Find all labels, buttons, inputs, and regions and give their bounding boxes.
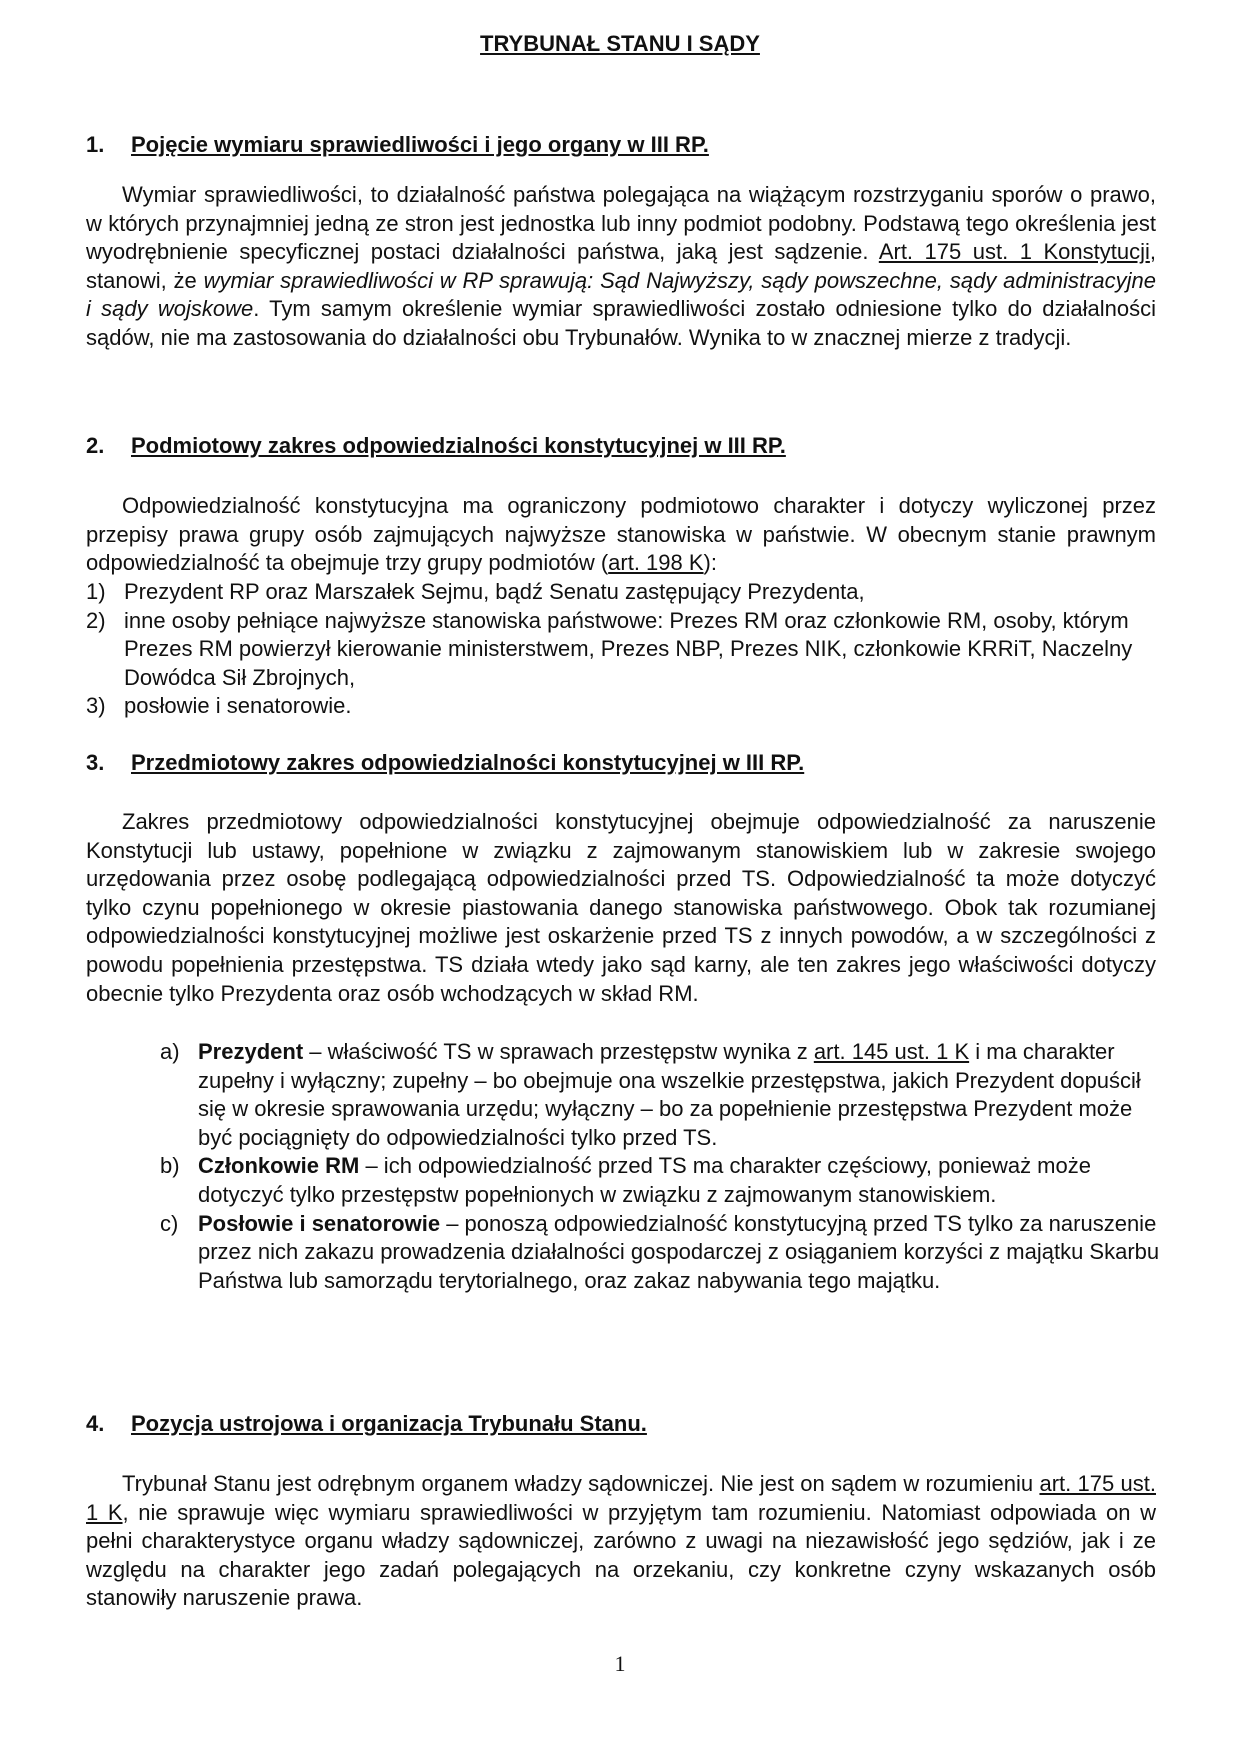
section-1-heading xyxy=(86,131,709,160)
list-item-text: – ich odpowiedzialność przed TS ma charakter częściowy, ponieważ może dotyczyć tylko przestępstw popełnionych w związku z zajmowanym stanowiskiem. xyxy=(198,1153,1091,1207)
list-item xyxy=(86,692,1166,721)
paragraph-text: , stanowi, że xyxy=(86,239,1156,293)
paragraph-text: Trybunał Stanu jest odrębnym organem władzy sądowniczej. Nie jest on sądem w rozumieniu xyxy=(122,1471,1040,1496)
list-item xyxy=(160,1038,1160,1152)
list-item xyxy=(86,578,1166,607)
section-title: Pozycja ustrojowa i organizacja Trybunału Stanu. xyxy=(131,1411,647,1436)
paragraph-text: Wymiar sprawiedliwości, to działalność państwa polegająca na wiążącym rozstrzyganiu sporów o prawo, w których przynajmniej jedną ze stron jest jednostka lub inny podmiot podobny. Podstawą tego określenia jest wyodrębnienie specyficznej postaci działalności państwa, jaką jest sądzenie. xyxy=(86,182,1156,265)
list-marker: 2) xyxy=(86,607,106,633)
list-item-text: inne osoby pełniące najwyższe stanowiska państwowe: Prezes RM oraz członkowie RM, osoby, którym Prezes RM powierzył kierowanie ministerstwem, Prezes NBP, Prezes NIK, członkowie KRRiT, Naczelny Dowódca Sił Zbrojnych, xyxy=(124,607,1133,690)
list-item-text: – właściwość TS w sprawach przestępstw wynika z xyxy=(303,1039,814,1064)
paragraph-text: . Tym samym określenie wymiar sprawiedliwości zostało odniesione tylko do działalności sądów, nie ma zastosowania do działalności obu Trybunałów. Wynika to w znacznej mierze z tradycji. xyxy=(86,296,1157,350)
quoted-provision: wymiar sprawiedliwości w RP sprawują: Sąd Najwyższy, sądy powszechne, sądy administracyjne i sądy wojskowe xyxy=(86,267,1156,322)
list-item xyxy=(160,1152,1160,1209)
list-marker: 3) xyxy=(86,693,106,719)
paragraph-text: , nie sprawuje więc wymiaru sprawiedliwości w przyjętym tam rozumieniu. Natomiast odpowiada on w pełni charakterystyce organu władzy sądowniczej, zarówno z uwagi na niezawisłość jego sędziów, jak i ze względu na charakter jego zadań polegających na orzekaniu, czy konkretne czyny wskazanych osób stanowiły naruszenie prawa. xyxy=(86,1499,1156,1611)
page-title: TRYBUNAŁ STANU I SĄDY xyxy=(480,31,760,56)
subject-group-list xyxy=(86,578,1166,721)
section-3-paragraph xyxy=(86,808,1156,1008)
list-item-term: Członkowie RM xyxy=(198,1153,360,1179)
paragraph-text: ): xyxy=(703,550,717,576)
section-2-heading xyxy=(86,432,786,461)
section-number: 1. xyxy=(86,132,105,157)
jurisdiction-list xyxy=(160,1038,1160,1295)
list-item xyxy=(86,607,1166,693)
section-3-heading xyxy=(86,749,804,778)
list-marker: b) xyxy=(160,1153,180,1179)
article-reference: art. 175 ust. 1 K xyxy=(86,1471,1156,1525)
section-number: 3. xyxy=(86,750,105,775)
article-reference: art. 198 K xyxy=(608,550,704,576)
list-item-term: Prezydent xyxy=(198,1039,304,1064)
page-number: 1 xyxy=(614,1651,626,1676)
list-item-text: – ponoszą odpowiedzialność konstytucyjną przed TS tylko za naruszenie przez nich zakazu prowadzenia działalności gospodarczej z osiąganiem korzyści z majątku Skarbu Państwa lub samorządu terytorialnego, oraz zakaz nabywania tego majątku. xyxy=(198,1210,1160,1293)
list-item-text: i ma charakter zupełny i wyłączny; zupełny – bo obejmuje ona wszelkie przestępstwa, jakich Prezydent dopuścił się w okresie sprawowania urzędu; wyłączny – bo za popełnienie przestępstwa Prezydent może być pociągnięty do odpowiedzialności tylko przed TS. xyxy=(198,1039,1141,1150)
list-marker: c) xyxy=(160,1210,179,1236)
section-title: Przedmiotowy zakres odpowiedzialności konstytucyjnej w III RP. xyxy=(131,750,805,775)
section-4-paragraph xyxy=(86,1470,1156,1613)
section-number: 4. xyxy=(86,1411,105,1436)
list-item-text: posłowie i senatorowie. xyxy=(124,693,352,719)
list-item-text: Prezydent RP oraz Marszałek Sejmu, bądź Senatu zastępujący Prezydenta, xyxy=(124,579,865,604)
section-2-paragraph xyxy=(86,492,1156,578)
list-marker: a) xyxy=(160,1039,180,1064)
section-4-heading xyxy=(86,1410,647,1439)
paragraph-text: Odpowiedzialność konstytucyjna ma ograniczony podmiotowo charakter i dotyczy wyliczonej przez przepisy prawa grupy osób zajmujących najwyższe stanowiska w państwie. W obecnym stanie prawnym odpowiedzialność ta obejmuje trzy grupy podmiotów ( xyxy=(86,493,1156,576)
paragraph-text: Zakres przedmiotowy odpowiedzialności konstytucyjnej obejmuje odpowiedzialność za naruszenie Konstytucji lub ustawy, popełnione w związku z zajmowanym stanowiskiem lub w zakresie swojego urzędowania przez osobę podlegającą odpowiedzialności przed TS. Odpowiedzialność ta może dotyczyć tylko czynu popełnionego w okresie piastowania danego stanowiska państwowego. Obok tak rozumianej odpowiedzialności konstytucyjnej możliwe jest oskarżenie przed TS z innych powodów, a w szczególności z powodu popełnienia przestępstwa. TS działa wtedy jako sąd karny, ale ten zakres jego właściwości dotyczy obecnie tylko Prezydenta oraz osób wchodzących w skład RM. xyxy=(86,809,1156,1006)
list-item xyxy=(160,1210,1160,1296)
section-1-paragraph xyxy=(86,181,1156,353)
list-item-term: Posłowie i senatorowie xyxy=(198,1210,441,1236)
article-reference: art. 145 ust. 1 K xyxy=(813,1039,970,1064)
article-reference: Art. 175 ust. 1 Konstytucji xyxy=(878,239,1150,265)
section-title: Podmiotowy zakres odpowiedzialności konstytucyjnej w III RP. xyxy=(131,433,786,458)
section-title: Pojęcie wymiaru sprawiedliwości i jego organy w III RP. xyxy=(131,132,709,157)
section-number: 2. xyxy=(86,433,105,458)
list-marker: 1) xyxy=(86,579,106,604)
